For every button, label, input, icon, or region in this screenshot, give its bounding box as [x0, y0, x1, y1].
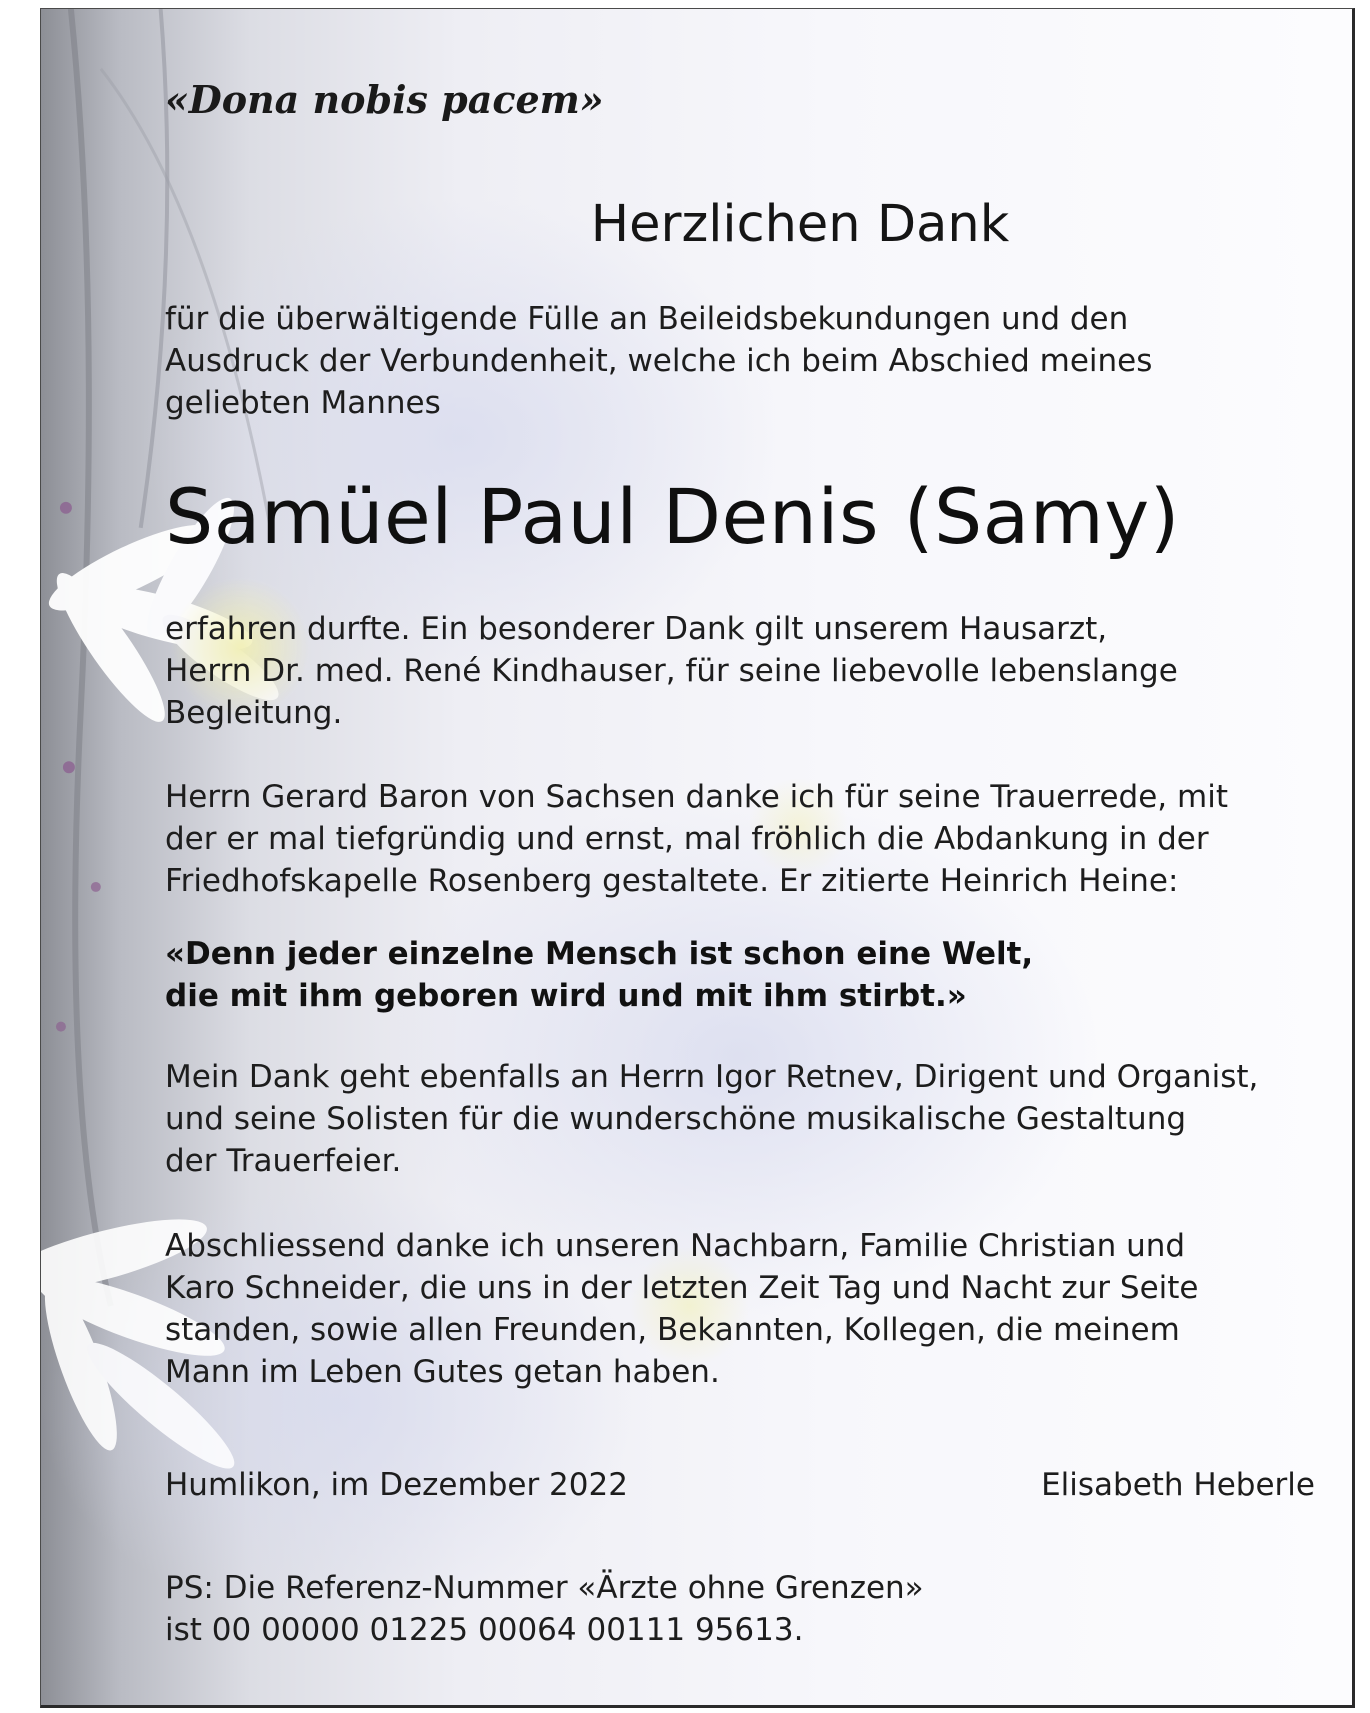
- intro-line: geliebten Mannes: [165, 385, 441, 421]
- paragraph-line: der Trauerfeier.: [165, 1143, 402, 1179]
- obituary-notice: [40, 8, 1355, 1708]
- paragraph-line: der er mal tiefgründig und ernst, mal fröhlich die Abdankung in der: [165, 821, 1209, 857]
- postscript: [165, 1567, 924, 1651]
- paragraph-line: standen, sowie allen Freunden, Bekannten, Kollegen, die meinem: [165, 1312, 1180, 1348]
- paragraph-line: Abschliessend danke ich unseren Nachbarn, Familie Christian und: [165, 1228, 1186, 1264]
- doctor-thanks-paragraph: [165, 608, 1178, 734]
- paragraph-line: erfahren durfte. Ein besonderer Dank gilt unserem Hausarzt,: [165, 611, 1108, 647]
- paragraph-line: Begleitung.: [165, 695, 343, 731]
- postscript-line: PS: Die Referenz-Nummer «Ärzte ohne Grenzen»: [165, 1570, 924, 1606]
- paragraph-line: Mein Dank geht ebenfalls an Herrn Igor Retnev, Dirigent und Organist,: [165, 1059, 1259, 1095]
- paragraph-line: Mann im Leben Gutes getan haben.: [165, 1354, 720, 1390]
- place-and-date: Humlikon, im Dezember 2022: [165, 1467, 628, 1503]
- heine-quote: [165, 933, 1033, 1017]
- intro-line: für die überwältigende Fülle an Beileidsbekundungen und den: [165, 301, 1129, 337]
- paragraph-line: Friedhofskapelle Rosenberg gestaltete. Er zitierte Heinrich Heine:: [165, 863, 1179, 899]
- paragraph-line: Herrn Gerard Baron von Sachsen danke ich für seine Trauerrede, mit: [165, 779, 1228, 815]
- neighbours-thanks-paragraph: [165, 1225, 1198, 1393]
- quote-line: die mit ihm geboren wird und mit ihm stirbt.»: [165, 978, 967, 1014]
- quote-line: «Denn jeder einzelne Mensch ist schon eine Welt,: [165, 936, 1034, 972]
- thank-you-heading: Herzlichen Dank: [590, 195, 1010, 254]
- deceased-name: Samüel Paul Denis (Samy): [165, 472, 1180, 561]
- paragraph-line: und seine Solisten für die wunderschöne musikalische Gestaltung: [165, 1101, 1187, 1137]
- eulogy-thanks-paragraph: [165, 776, 1228, 902]
- signer-name: Elisabeth Heberle: [1041, 1467, 1315, 1503]
- postscript-line: ist 00 00000 01225 00064 00111 95613.: [165, 1612, 804, 1648]
- paragraph-line: Karo Schneider, die uns in der letzten Zeit Tag und Nacht zur Seite: [165, 1270, 1199, 1306]
- intro-line: Ausdruck der Verbundenheit, welche ich beim Abschied meines: [165, 343, 1153, 379]
- motto: «Dona nobis pacem»: [165, 77, 604, 122]
- paragraph-line: Herrn Dr. med. René Kindhauser, für seine liebevolle lebenslange: [165, 653, 1178, 689]
- music-thanks-paragraph: [165, 1056, 1258, 1182]
- intro-paragraph: [165, 298, 1152, 424]
